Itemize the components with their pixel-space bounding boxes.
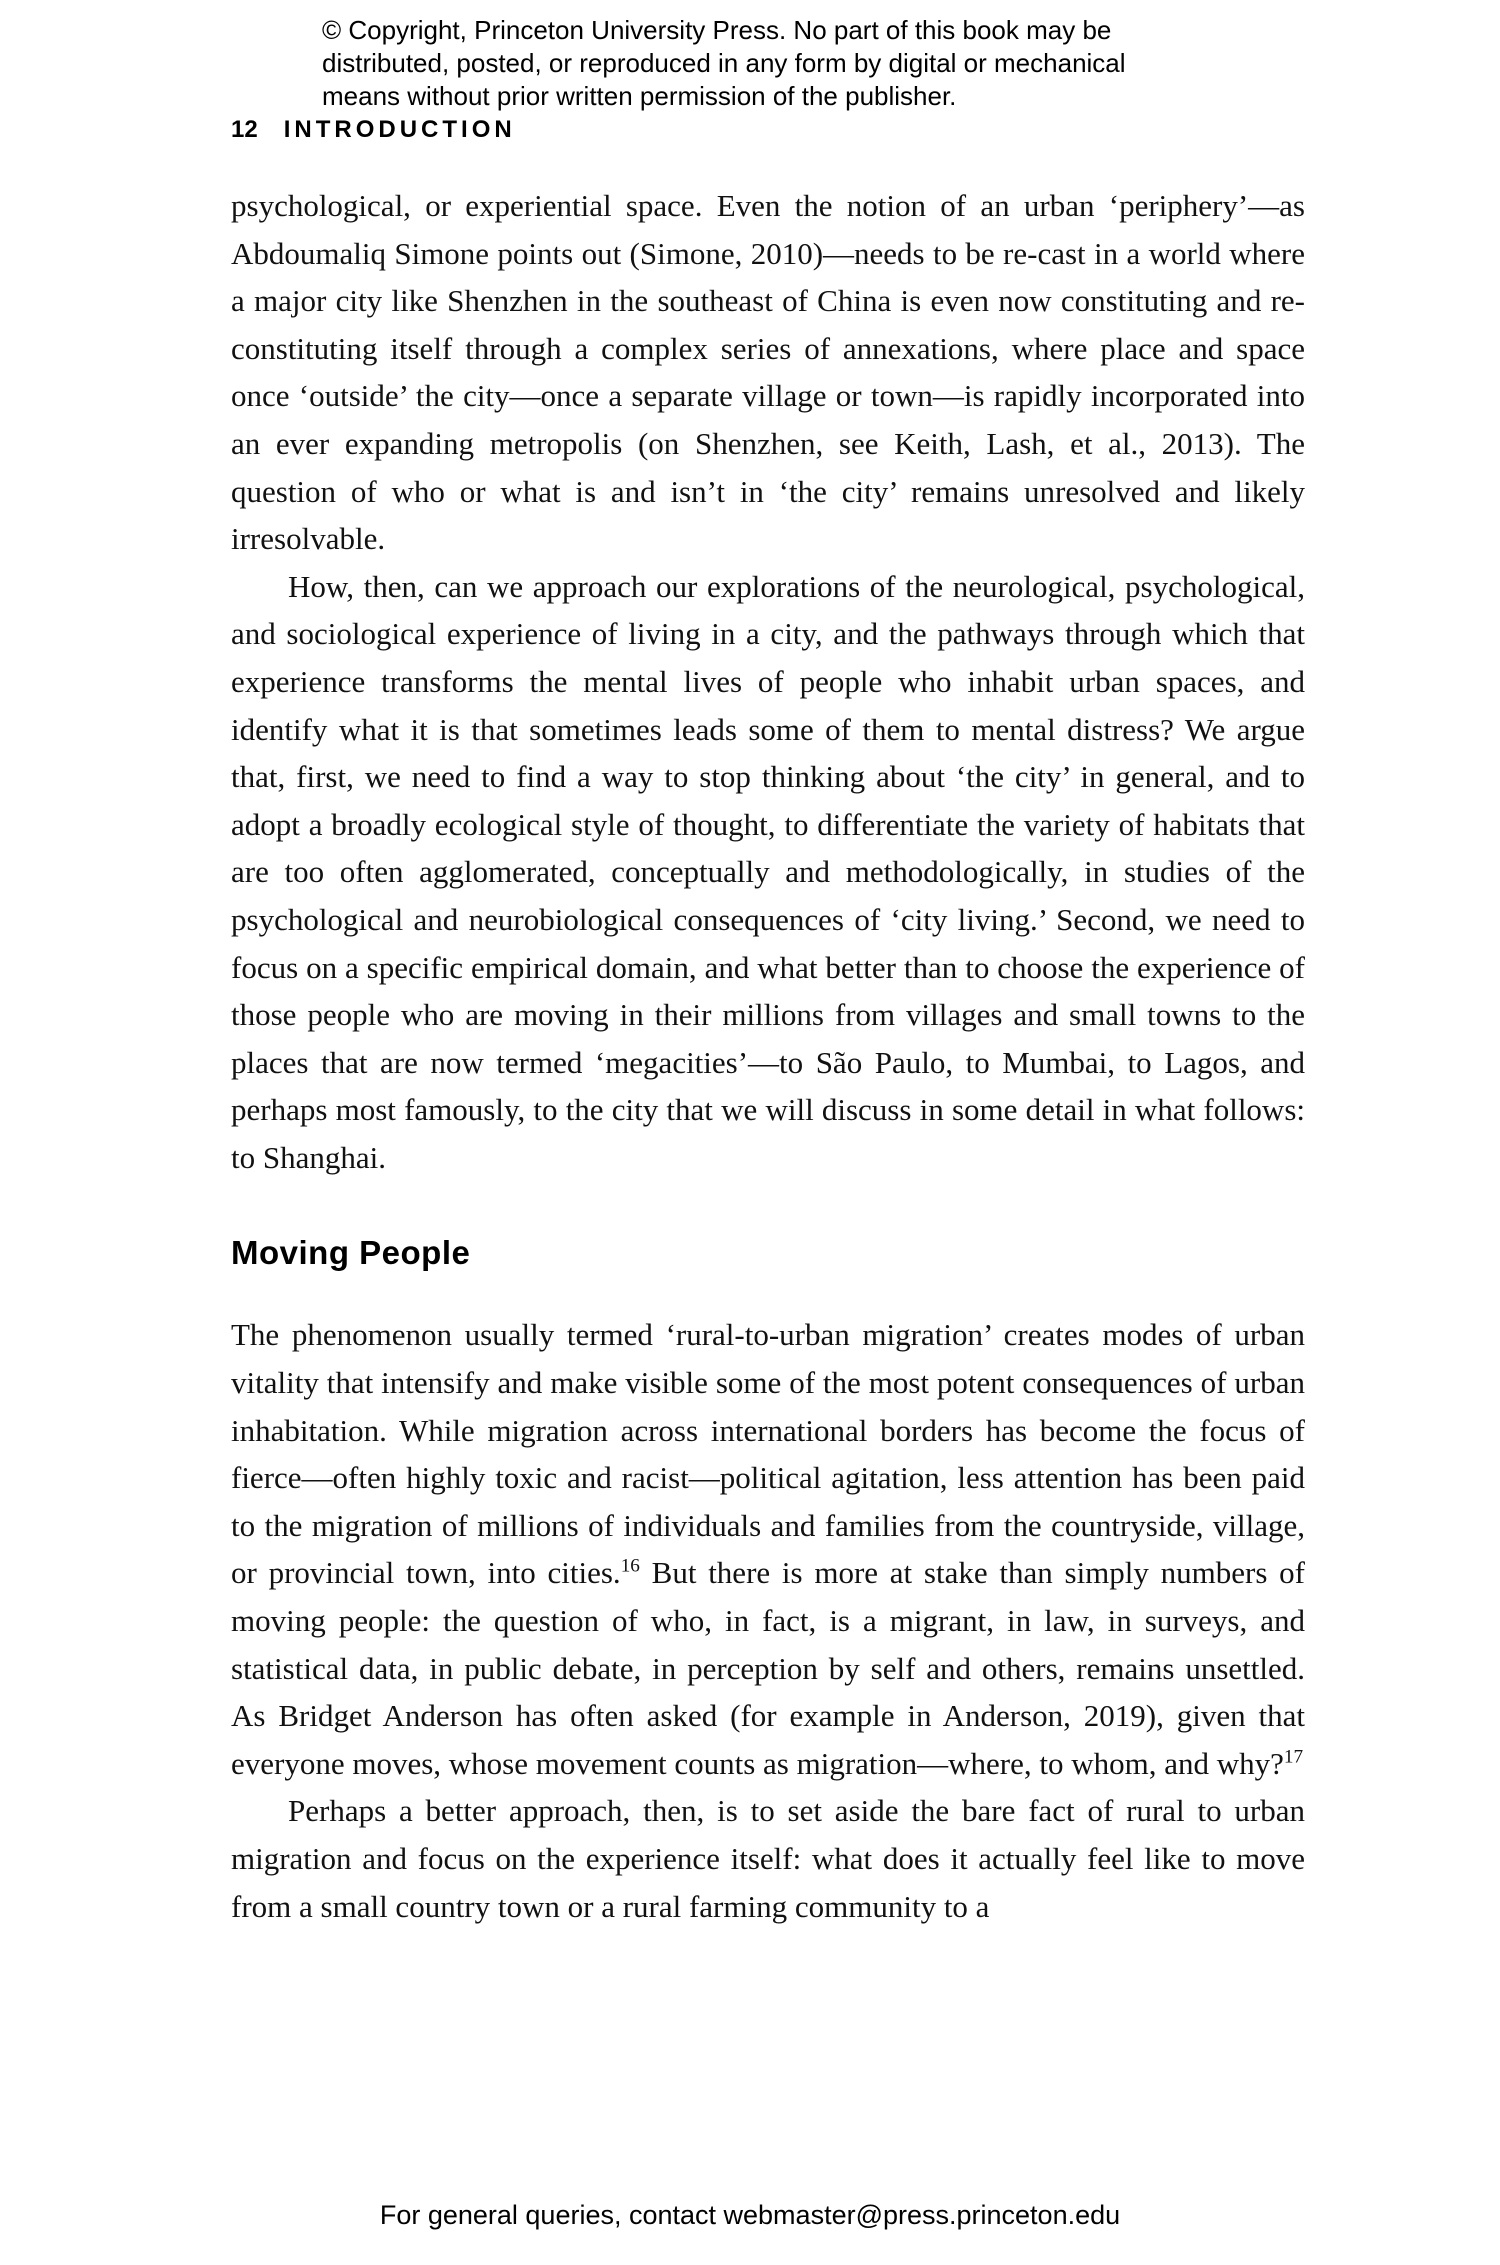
footnote-ref-16: 16: [620, 1556, 640, 1578]
copyright-line: means without prior written permission of the publisher.: [322, 81, 957, 111]
copyright-notice: [322, 14, 1126, 113]
running-head: [231, 116, 516, 144]
paragraph-3-text: But there is more at stake than simply numbers of moving people: the question of who, in fact, is a migrant, in law, in surveys, and statistical data, in public debate, in perception by self and others, remains unsettled. As Bridget Anderson has often asked (for example in Anderson, 2019), given that everyone moves, whose movement counts as migration—where, to whom, and why?: [231, 1555, 1305, 1781]
paragraph-2: How, then, can we approach our explorations of the neurological, psychological, and sociological experience of living in a city, and the pathways through which that experience transforms the mental lives of people who inhabit urban spaces, and identify what it is that sometimes leads some of them to mental distress? We argue that, first, we need to find a way to stop thinking about ‘the city’ in general, and to adopt a broadly ecological style of thought, to differentiate the variety of habitats that are too often agglomerated, conceptually and methodologically, in studies of the psychological and neurobiological consequences of ‘city living.’ Second, we need to focus on a specific empirical domain, and what better than to choose the experience of those people who are moving in their millions from villages and small towns to the places that are now termed ‘megacities’—to São Paulo, to Mumbai, to Lagos, and perhaps most famously, to the city that we will discuss in some detail in what follows: to Shanghai.: [231, 568, 1305, 1175]
page-number: 12: [231, 116, 258, 143]
paragraph-1: psychological, or experiential space. Even the notion of an urban ‘periphery’—as Abdoumaliq Simone points out (Simone, 2010)—needs to be re-cast in a world where a major city like Shenzhen in the southeast of China is even now constituting and re-constituting itself through a complex series of annexations, where place and space once ‘outside’ the city—once a separate village or town—is rapidly incorporated into an ever expanding metropolis (on Shenzhen, see Keith, Lash, et al., 2013). The question of who or what is and isn’t in ‘the city’ remains unresolved and likely irresolvable.: [231, 188, 1305, 557]
page-footer: [0, 2200, 1500, 2231]
chapter-title: INTRODUCTION: [283, 116, 516, 143]
paragraph-3-text: The phenomenon usually termed ‘rural-to-urban migration’ creates modes of urban vitality that intensify and make visible some of the most potent consequences of urban inhabitation. While migration across international borders has become the focus of fierce—often highly toxic and racist—political agitation, less attention has been paid to the migration of millions of individuals and families from the countryside, village, or provincial town, into cities.: [231, 1317, 1305, 1591]
body-text: [231, 182, 1305, 1930]
copyright-line: © Copyright, Princeton University Press. No part of this book may be: [322, 15, 1112, 45]
copyright-line: distributed, posted, or reproduced in any form by digital or mechanical: [322, 48, 1126, 78]
section-heading: Moving People: [231, 1234, 471, 1272]
webmaster-email-link[interactable]: webmaster@press.princeton.edu: [723, 2200, 1121, 2230]
footnote-ref-17: 17: [1283, 1746, 1304, 1768]
paragraph-3: [231, 1311, 1305, 1787]
paragraph-4: Perhaps a better approach, then, is to set aside the bare fact of rural to urban migration and focus on the experience itself: what does it actually feel like to move from a small country town or a rural farming community to a: [231, 1793, 1305, 1924]
footer-text: For general queries, contact: [379, 2200, 724, 2230]
